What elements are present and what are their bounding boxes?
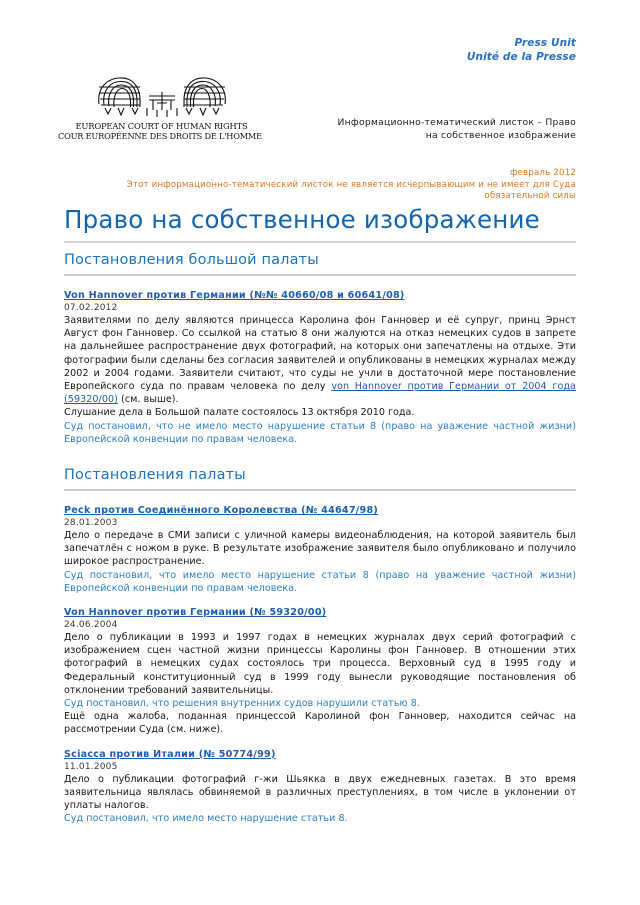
- disclaimer-text: Этот информационно-тематический листок не является исчерпывающим и не имеет для Суда обязательной силы: [126, 179, 576, 201]
- press-unit-en: Press Unit: [514, 37, 576, 49]
- case-body-part1: Заявителями по делу являются принцесса Каролина фон Ганновер и её супруг, принц Эрнст Август фон Ганновер. Со ссылкой на статью 8 они жалуются на отказ немецких судов в запрете на дальнейшее распространение двух фотографий, на которых они запечатлены на отдыхе. Эти фотографии были сделаны без согласия заявителей и опубликованы в немецких журналах между 2002 и 2004 годами. Заявители считают, что суды не учли в достаточной мере постановление Европейского суда по правам человека по делу: [64, 315, 576, 393]
- logo-text-fr: COUR EUROPÉENNE DES DROITS DE L'HOMME: [58, 131, 262, 141]
- case-inline-link[interactable]: von Hannover против Германии от 2004 года (59320/00): [64, 381, 576, 406]
- case-date: 11.01.2005: [64, 761, 118, 772]
- document-content: [64, 248, 576, 825]
- title-divider: [64, 241, 576, 243]
- publication-date: февраль 2012: [510, 168, 576, 178]
- case-ruling: Суд постановил, что решения внутренних судов нарушили статью 8.: [64, 698, 420, 710]
- case-date: 07.02.2012: [64, 303, 118, 313]
- section-divider: [64, 489, 576, 491]
- case-entry: [64, 742, 576, 826]
- case-ruling: Суд постановил, что имело место нарушение статьи 8.: [64, 813, 348, 825]
- case-title-link[interactable]: Von Hannover против Германии (№№ 40660/08 и 60641/08): [64, 290, 405, 301]
- factsheet-subtitle: Информационно-тематический листок – Право на собственное изображение: [337, 117, 576, 141]
- case-date: 24.06.2004: [64, 620, 118, 631]
- case-title-link[interactable]: Sciacca против Италии (№ 50774/99): [64, 748, 276, 760]
- page-title: Право на собственное изображение: [64, 205, 540, 234]
- case-date: 28.01.2003: [64, 518, 118, 529]
- section-divider: [64, 274, 576, 276]
- section-heading-grand-chamber: Постановления большой палаты: [64, 252, 319, 268]
- meta-block: [80, 168, 576, 203]
- case-title-link[interactable]: Peck против Соединённого Королевства (№ 44647/98): [64, 505, 379, 517]
- case-entry: [64, 283, 576, 446]
- logo-text-en: EUROPEAN COURT OF HUMAN RIGHTS: [75, 121, 248, 131]
- case-extra-line: Слушание дела в Большой палате состоялось 13 октября 2010 года.: [64, 407, 415, 419]
- case-body: [64, 314, 576, 406]
- case-extra-line: Ещё одна жалоба, поданная принцессой Каролиной фон Ганновер, находится сейчас на рассмотрении Суда (см. ниже).: [64, 711, 576, 736]
- case-entry: [64, 498, 576, 595]
- press-unit-header: [467, 36, 576, 64]
- case-body: Дело о публикации в 1993 и 1997 годах в немецких журналах двух серий фотографий с изображением сцен частной жизни принцессы Каролины фон Ганновер. В отношении этих фотографий в немецких судах состоялось три процесса. Верховный суд в 1995 году и Федеральный конституционный суд в 1999 году вынесли руководящие постановления об отклонении требований заявительницы.: [64, 632, 576, 696]
- case-title-link[interactable]: Von Hannover против Германии (№ 59320/00): [64, 607, 327, 619]
- echr-emblem-icon: [87, 74, 237, 120]
- press-unit-fr: Unité de la Presse: [466, 51, 576, 63]
- section-heading-chamber: Постановления палаты: [64, 467, 246, 484]
- header-row: [58, 74, 576, 158]
- case-body-part2: (см. выше).: [117, 394, 179, 406]
- echr-logo-block: [58, 74, 262, 141]
- case-body: Дело о передаче в СМИ записи с уличной камеры видеонаблюдения, на которой заявитель был запечатлён с ножом в руке. В результате изображение заявителя было опубликовано и получило широкое распространение.: [64, 530, 576, 568]
- case-body: Дело о публикации фотографий г-жи Шьякка в двух ежедневных газетах. В это время заявительница являлась обвиняемой в различных преступлениях, в том числе в уклонении от уплаты налогов.: [64, 773, 576, 812]
- case-ruling: Суд постановил, что не имело место нарушение статьи 8 (право на уважение частной жизни) Европейской конвенции по правам человека.: [64, 420, 576, 445]
- case-entry: [64, 600, 576, 737]
- case-ruling: Суд постановил, что имело место нарушение статьи 8 (право на уважение частной жизни) Европейской конвенции по правам человека.: [64, 569, 576, 594]
